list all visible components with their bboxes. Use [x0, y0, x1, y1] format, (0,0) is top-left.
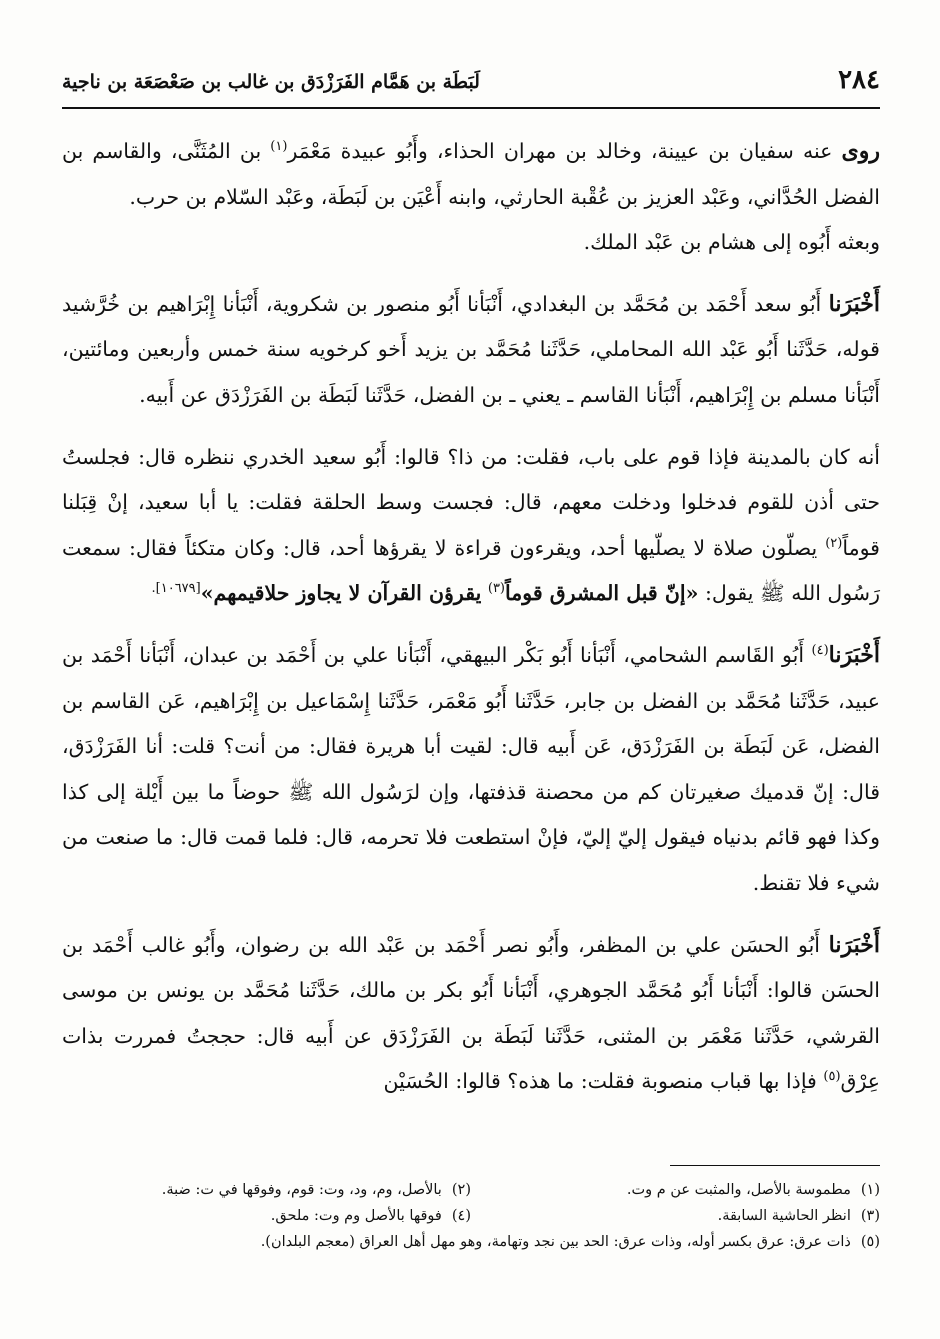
footnote-text: فوقها بالأصل وم وت: ملحق. — [270, 1208, 442, 1224]
footnote — [471, 1203, 880, 1229]
footnote — [62, 1203, 471, 1229]
footnote-text: مطموسة بالأصل، والمثبت عن م وت. — [626, 1182, 851, 1198]
footnote-text: انظر الحاشية السابقة. — [717, 1208, 851, 1224]
footnote-text: ذات عرق: عرق بكسر أوله، وذات عرق: الحد بين نجد وتهامة، وهو مهل أهل العراق (معجم البلدان). — [260, 1234, 851, 1250]
footnote-divider — [670, 1165, 880, 1166]
paragraph-isnad-2 — [62, 633, 880, 907]
paragraph-isnad-3 — [62, 923, 880, 1105]
paragraph-text-cont: يصلّون صلاة لا يصلّيها أحد، ويقرءون قراءة لا يقرؤها أحد، قال: وكان متكئاً فقال: سمعت رَسُول الله ﷺ يقول: — [62, 535, 880, 606]
book-page — [62, 55, 880, 1339]
paragraph-text-cont: فإذا بها قباب منصوبة فقلت: ما هذه؟ قالوا: الحُسَيْن — [383, 1069, 817, 1094]
hadith-number: [١٠٦٧٩]. — [151, 581, 201, 597]
footnote — [62, 1177, 471, 1203]
paragraph-keyword: روى — [841, 138, 880, 164]
page-number: ٢٨٤ — [838, 65, 880, 95]
paragraph-text: عنه سفيان بن عيينة، وخالد بن مهران الحذاء، وأَبُو عبيدة مَعْمَر — [287, 139, 833, 163]
page-header — [62, 55, 880, 109]
hadith-quote-cont: يقرؤن القرآن لا يجاوز حلاقيمهم» — [200, 581, 482, 606]
footnote-ref[interactable]: (٢) — [825, 535, 843, 551]
running-title: لَبَطَة بن هَمَّام الفَرَزْدَق بن غالب بن صَعْصَعَة بن ناجية — [62, 71, 480, 93]
footnote-text: بالأصل، وم، ود، وت: قوم، وفوقها في ت: ضبة. — [161, 1182, 442, 1198]
paragraph-text: أَبُو الحسَن علي بن المظفر، وأَبُو نصر أَحْمَد بن عَبْد الله بن رضوان، وأَبُو غالب أَحْمَد بن الحسَن قالوا: أَنْبَأنا أَبُو مُحَمَّد الجوهري، أَنْبَأنا أَبُو بكر بن مالك، حَدَّثَنا مُحَمَّد بن يونس بن موسى القرشي، حَدَّثَنا مَعْمَر بن المثنى، حَدَّثَنا لَبَطَة بن الفَرَزْدَق عن أَبيه قال: حججتُ فمررت بذات عِرْق — [62, 932, 880, 1094]
paragraph-text-cont: بن المُثَنَّى، والقاسم بن الفضل الحُدَّاني، وعَبْد العزيز بن عُقْبة الحارثي، وابنه أَعْيَن بن لَبَطَة، وعَبْد السّلام بن حرب. — [62, 139, 880, 209]
paragraph-keyword: أَخْبَرَنا — [828, 290, 880, 317]
footnote-row — [62, 1203, 880, 1229]
footnote-ref[interactable]: (٣) — [487, 581, 505, 597]
paragraph-hadith — [62, 435, 880, 617]
footnote — [471, 1177, 880, 1203]
main-text — [62, 129, 880, 1105]
paragraph-isnad-1 — [62, 282, 880, 419]
paragraph-text: أنه كان بالمدينة فإذا قوم على باب، فقلت: من ذا؟ قالوا: أَبُو سعيد الخدري ننظره قال: فجلستُ حتى أذن للقوم فدخلوا ودخلت معهم، قال: فجست وسط الحلقة فقلت: يا أبا سعيد، إنْ قِبَلنا قوماً — [62, 444, 880, 560]
footnote-number: (٣) — [860, 1208, 880, 1224]
paragraph-text: أَبُو سعد أَحْمَد بن مُحَمَّد بن البغدادي، أَنْبَأنا أَبُو منصور بن شكروية، أَنْبَأنا إِبْرَاهيم بن خُرَّشيد قوله، حَدَّثَنا أَبُو عَبْد الله المحاملي، حَدَّثَنا مُحَمَّد بن يزيد أَخو كرخويه سنة خمس وأربعين ومائتين، أَنْبَأنا مسلم بن إِبْرَاهيم، أَنْبَأنا القاسم ـ يعني ـ بن الفضل، حَدَّثَنا لَبَطَة بن الفَرَزْدَق عن أَبيه. — [62, 291, 880, 407]
paragraph-keyword: أَخْبَرَنا — [828, 931, 880, 958]
footnote-row — [62, 1229, 880, 1255]
paragraph-text: أَبُو القَاسم الشحامي، أَنْبَأنا أَبُو بَكْر البيهقي، أَنْبَأنا علي بن أَحْمَد بن عبدان، أَنْبَأنا أَحْمَد بن عبيد، حَدَّثَنا مُحَمَّد بن الفضل بن جابر، حَدَّثَنا أَبُو مَعْمَر، حَدَّثَنا إِسْمَاعيل بن إِبْرَاهيم، عَن القاسم بن الفضل، عَن لَبَطَة بن الفَرَزْدَق، عَن أَبيه قال: لقيت أبا هريرة فقال: من أنت؟ قلت: أنا الفَرَزْدَق، قال: إنّ قدميك صغيرتان كم من محصنة قذفتها، وإن لرَسُول الله ﷺ حوضاً ما بين أَيْلة إلى كذا وكذا فهو قائم بدنياه فيقول إليّ إليّ، فإنْ استطعت فلا تحرمه، قال: فلما قمت قال: ما صنعت من شيء فلا تقنط. — [62, 642, 880, 895]
paragraph-text: وبعثه أَبُوه إلى هشام بن عَبْد الملك. — [583, 230, 880, 255]
footnote — [62, 1229, 880, 1255]
paragraph-keyword: أَخْبَرَنا — [828, 641, 880, 668]
footnote-number: (١) — [860, 1182, 880, 1198]
hadith-quote: «إنّ قبل المشرق قوماً — [505, 581, 699, 606]
paragraph-narrators — [62, 129, 880, 220]
footnote-number: (٤) — [451, 1208, 471, 1224]
footnote-number: (٢) — [451, 1182, 471, 1198]
footnote-ref[interactable]: (٥) — [823, 1069, 841, 1085]
footnote-row — [62, 1177, 880, 1203]
footnotes — [62, 1177, 880, 1255]
paragraph-sent — [62, 220, 880, 266]
footnote-number: (٥) — [860, 1234, 880, 1250]
footnote-ref[interactable]: (١) — [270, 139, 288, 155]
footnote-ref[interactable]: (٤) — [811, 643, 829, 659]
